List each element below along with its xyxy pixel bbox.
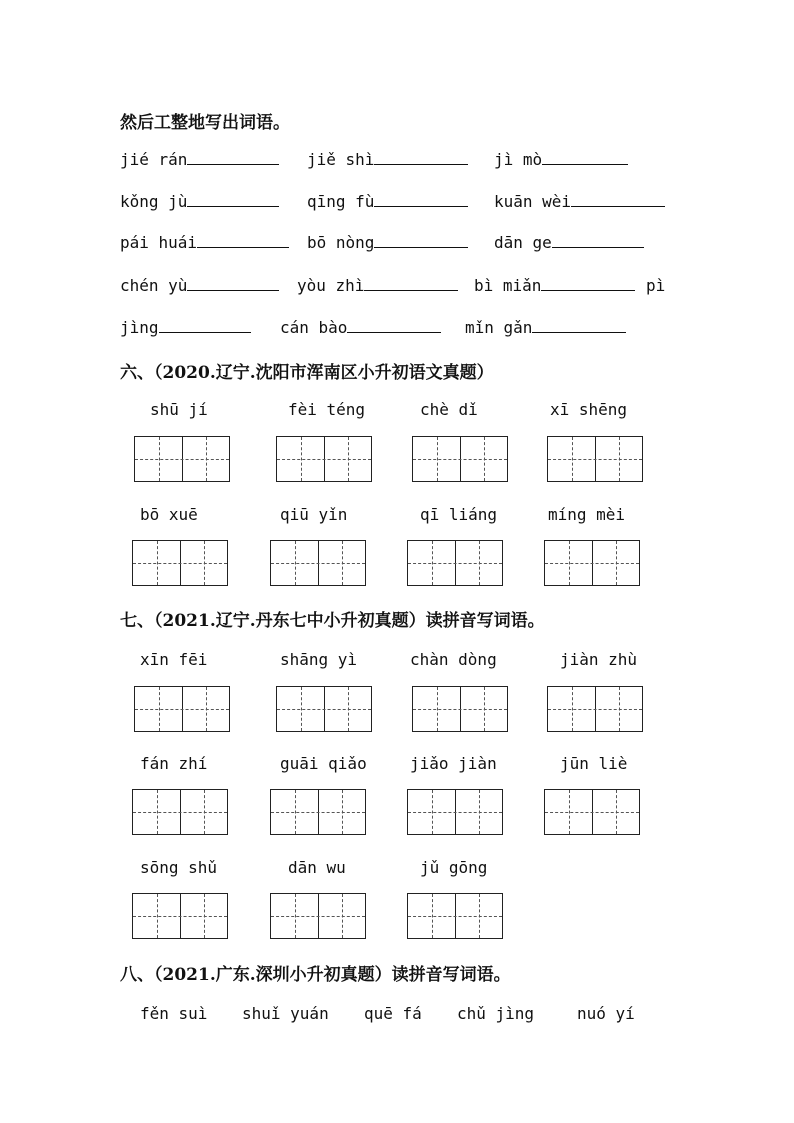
answer-blank[interactable]	[542, 150, 628, 165]
tianzige-writing-box[interactable]	[407, 893, 503, 939]
pinyin-label: fěn suì	[140, 1004, 208, 1023]
section-eight-heading: 八、（2021.广东.深圳小升初真题）读拼音写词语。	[120, 965, 511, 985]
pinyin-label: fán zhí	[140, 754, 208, 773]
tianzige-writing-box[interactable]	[544, 789, 640, 835]
tianzige-writing-box[interactable]	[547, 436, 643, 482]
blank-item	[307, 233, 468, 252]
pinyin-label: jūn liè	[560, 754, 628, 773]
pinyin-label: xī shēng	[550, 400, 628, 419]
tianzige-writing-box[interactable]	[134, 686, 230, 732]
answer-blank[interactable]	[532, 318, 626, 333]
pinyin-label: jiàn zhù	[560, 650, 638, 669]
blank-item	[120, 192, 279, 211]
pinyin-label: dān wu	[288, 858, 346, 877]
tianzige-writing-box[interactable]	[270, 893, 366, 939]
pinyin-label: qīng fù	[307, 192, 375, 211]
tianzige-writing-box[interactable]	[132, 540, 228, 586]
answer-blank[interactable]	[347, 318, 441, 333]
pinyin-label: shāng yì	[280, 650, 358, 669]
tianzige-writing-box[interactable]	[270, 540, 366, 586]
answer-blank[interactable]	[187, 150, 279, 165]
tianzige-writing-box[interactable]	[544, 540, 640, 586]
pinyin-label: pì	[646, 276, 666, 295]
answer-blank[interactable]	[552, 233, 644, 248]
pinyin-label: kǒng jù	[120, 192, 188, 211]
answer-blank[interactable]	[374, 192, 468, 207]
answer-blank[interactable]	[541, 276, 635, 291]
pinyin-label: qī liáng	[420, 505, 498, 524]
tianzige-writing-box[interactable]	[132, 789, 228, 835]
tianzige-writing-box[interactable]	[270, 789, 366, 835]
answer-blank[interactable]	[374, 150, 468, 165]
pinyin-label: jǔ gōng	[420, 858, 488, 877]
pinyin-label: chè dǐ	[420, 400, 478, 419]
blank-item	[307, 150, 468, 169]
tianzige-writing-box[interactable]	[276, 436, 372, 482]
blank-item	[120, 233, 289, 252]
answer-blank[interactable]	[571, 192, 665, 207]
pinyin-label: bō nòng	[307, 233, 375, 252]
tianzige-writing-box[interactable]	[412, 686, 508, 732]
pinyin-label: mǐn gǎn	[465, 318, 533, 337]
pinyin-label: yòu zhì	[297, 276, 365, 295]
blank-item	[474, 276, 635, 295]
pinyin-label: míng mèi	[548, 505, 626, 524]
blank-item	[494, 150, 628, 169]
answer-blank[interactable]	[187, 192, 279, 207]
blank-item	[120, 150, 279, 169]
tianzige-writing-box[interactable]	[132, 893, 228, 939]
pinyin-label: chǔ jìng	[457, 1004, 535, 1023]
pinyin-label: xīn fēi	[140, 650, 208, 669]
tianzige-writing-box[interactable]	[412, 436, 508, 482]
pinyin-label: quē fá	[364, 1004, 422, 1023]
tianzige-writing-box[interactable]	[276, 686, 372, 732]
instruction-text: 然后工整地写出词语。	[120, 113, 290, 133]
pinyin-label: dān ge	[494, 233, 552, 252]
pinyin-label: cán bào	[280, 318, 348, 337]
answer-blank[interactable]	[187, 276, 279, 291]
pinyin-label: pái huái	[120, 233, 198, 252]
pinyin-label: kuān wèi	[494, 192, 572, 211]
pinyin-label: chén yù	[120, 276, 188, 295]
tianzige-writing-box[interactable]	[547, 686, 643, 732]
answer-blank[interactable]	[197, 233, 289, 248]
blank-item	[120, 318, 251, 337]
pinyin-label: qiū yǐn	[280, 505, 348, 524]
blank-item	[297, 276, 458, 295]
pinyin-label: jiǎo jiàn	[410, 754, 497, 773]
pinyin-label: sōng shǔ	[140, 858, 218, 877]
pinyin-label: bì miǎn	[474, 276, 542, 295]
section-seven-heading: 七、（2021.辽宁.丹东七中小升初真题）读拼音写词语。	[120, 611, 545, 631]
answer-blank[interactable]	[374, 233, 468, 248]
pinyin-label: nuó yí	[577, 1004, 635, 1023]
pinyin-label: shū jí	[150, 400, 208, 419]
pinyin-label: jiě shì	[307, 150, 375, 169]
blank-item	[465, 318, 626, 337]
pinyin-label: guāi qiǎo	[280, 754, 367, 773]
blank-item	[494, 192, 665, 211]
pinyin-label: chàn dòng	[410, 650, 497, 669]
blank-item	[120, 276, 279, 295]
section-six-heading: 六、（2020.辽宁.沈阳市浑南区小升初语文真题）	[120, 363, 494, 383]
answer-blank[interactable]	[159, 318, 251, 333]
blank-item	[307, 192, 468, 211]
answer-blank[interactable]	[364, 276, 458, 291]
tianzige-writing-box[interactable]	[407, 540, 503, 586]
pinyin-label: bō xuē	[140, 505, 198, 524]
pinyin-label: jì mò	[494, 150, 543, 169]
pinyin-label: jìng	[120, 318, 159, 337]
pinyin-label: jié rán	[120, 150, 188, 169]
blank-item	[280, 318, 441, 337]
tianzige-writing-box[interactable]	[134, 436, 230, 482]
blank-item	[494, 233, 644, 252]
pinyin-label: shuǐ yuán	[242, 1004, 329, 1023]
tianzige-writing-box[interactable]	[407, 789, 503, 835]
pinyin-label: fèi téng	[288, 400, 366, 419]
